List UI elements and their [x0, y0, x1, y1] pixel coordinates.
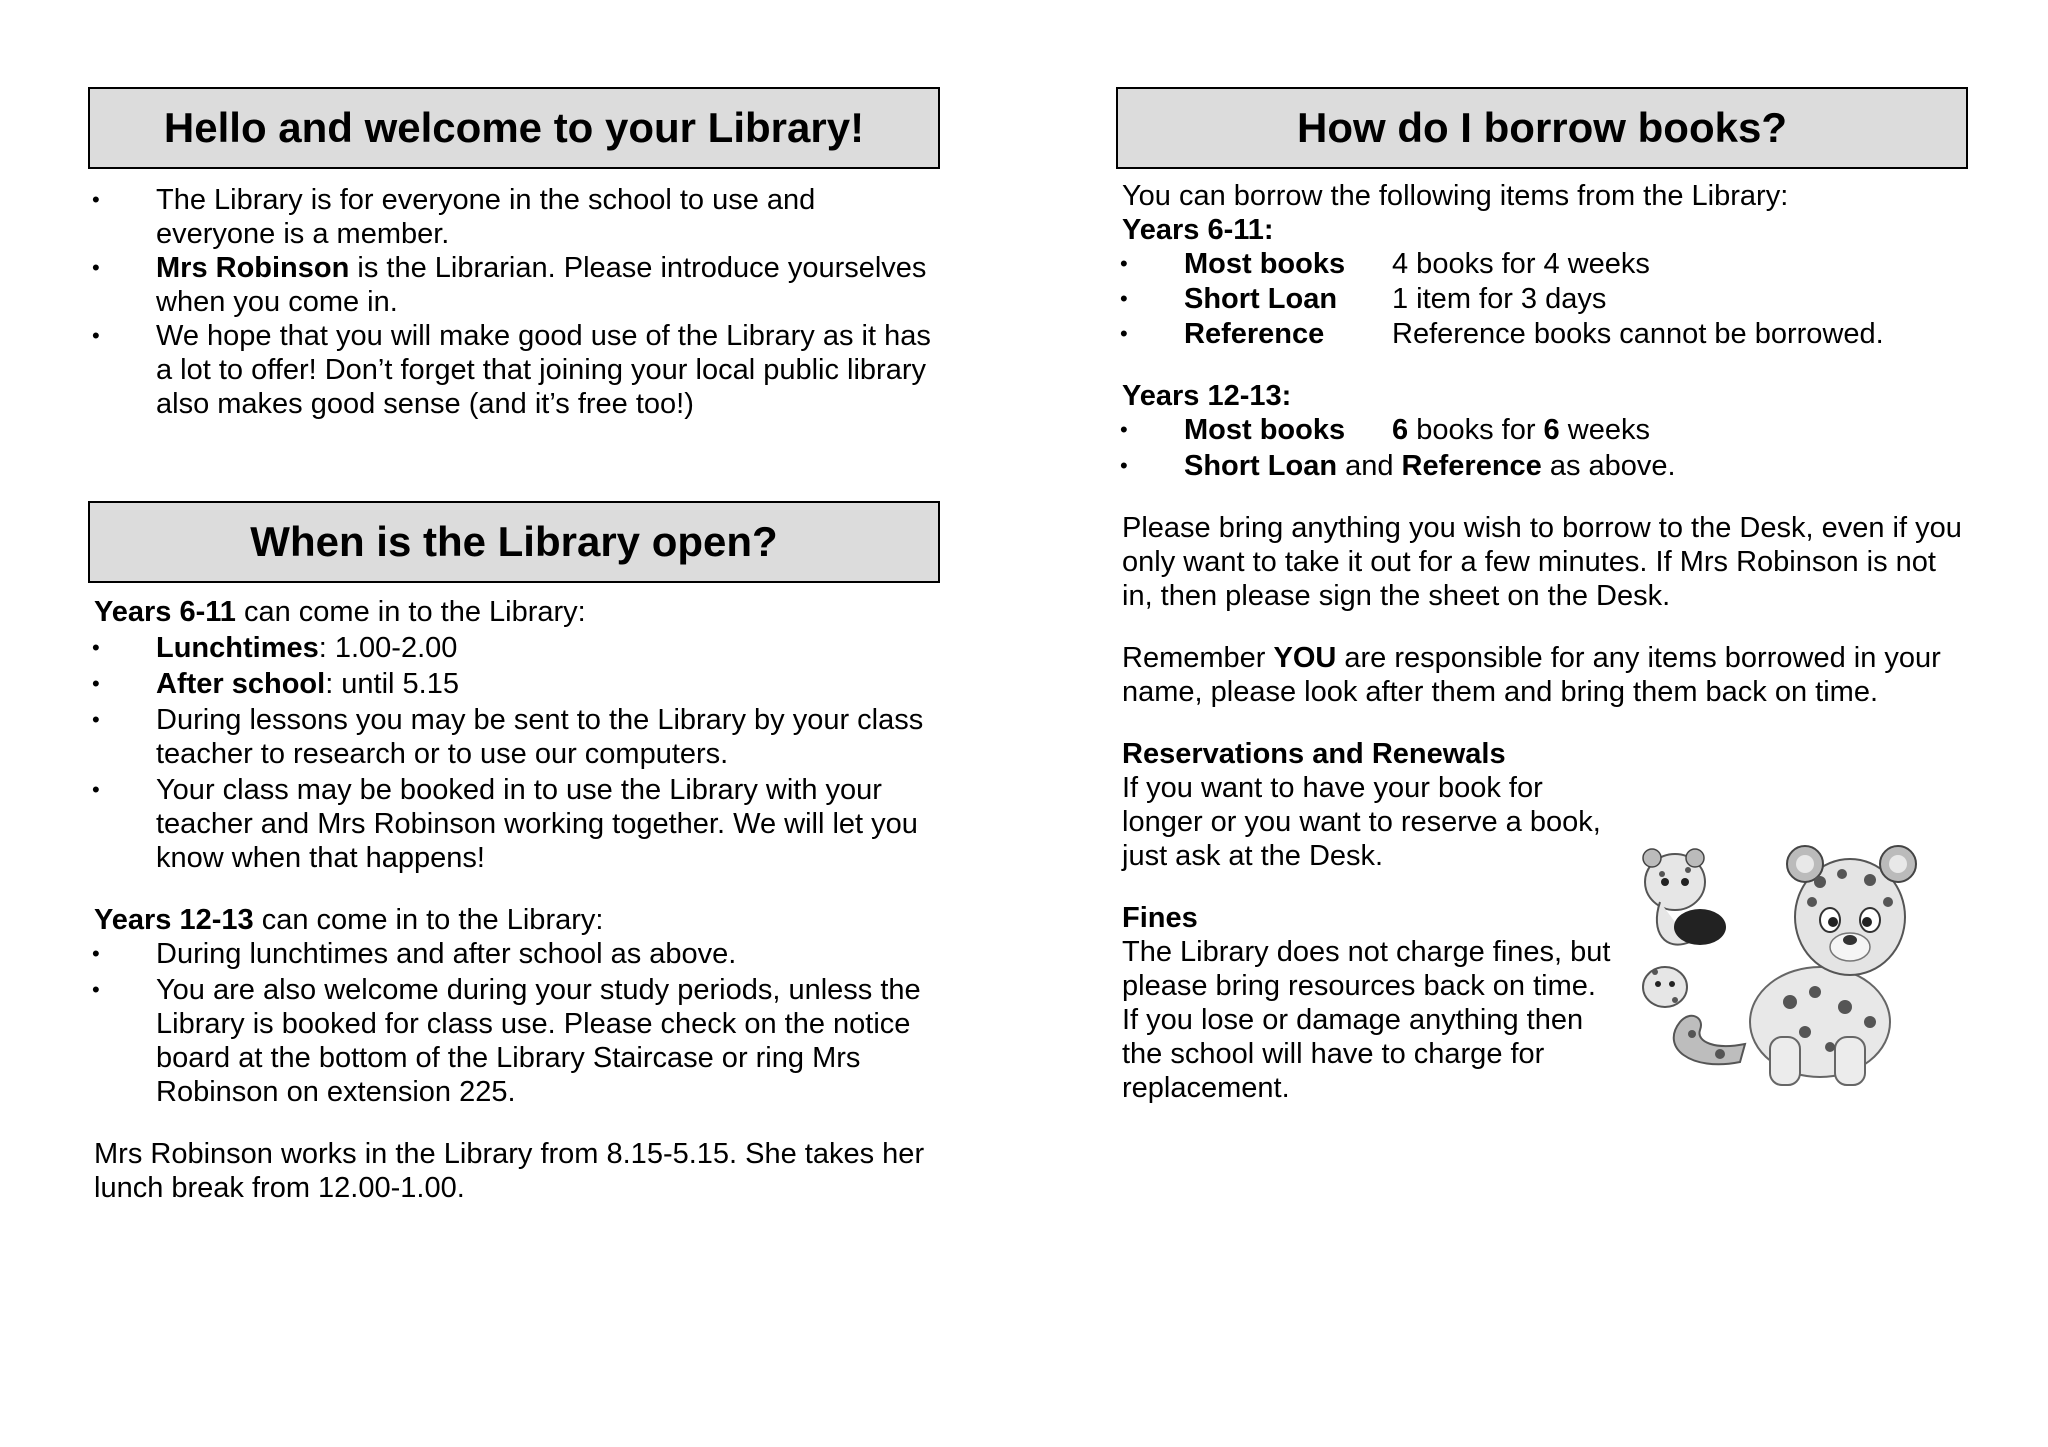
- bullet-icon: •: [1120, 321, 1128, 346]
- fines-line: If you lose or damage anything then: [1122, 1004, 1584, 1036]
- bullet-icon: •: [92, 187, 100, 212]
- borrow-title: How do I borrow books?: [1297, 104, 1787, 151]
- bullet-icon: •: [1120, 417, 1128, 442]
- borrow-group1-heading: Years 6-11:: [1122, 214, 1274, 246]
- fines-line: The Library does not charge fines, but: [1122, 936, 1611, 968]
- left-column: [88, 87, 940, 1205]
- list-item: • Short Loan 1 item for 3 days: [1120, 283, 1607, 315]
- open-heading-box: [88, 501, 940, 583]
- open-title: When is the Library open?: [250, 518, 778, 565]
- welcome-heading-box: [88, 87, 940, 169]
- reservations-line: If you want to have your book for: [1122, 772, 1543, 804]
- reservations-line: just ask at the Desk.: [1122, 840, 1384, 872]
- open-group1-list: [88, 631, 940, 875]
- list-item: • Short Loan and Reference as above.: [1120, 450, 1676, 482]
- bullet-icon: •: [92, 707, 100, 732]
- list-item: • During lunchtimes and after school as above.: [92, 938, 737, 970]
- open-group2-list: [88, 937, 940, 1109]
- list-item: • We hope that you will make good use of the Library as it has a lot to offer! Don’t forget that joining your local public library also makes good sense (and it’s free too!): [92, 320, 931, 420]
- desk-paragraph: Please bring anything you wish to borrow to the Desk, even if you only want to take it out for a few minutes. If Mrs Robinson is not in, then please sign the sheet on the Desk.: [1122, 512, 1962, 612]
- remember-paragraph: Remember YOU are responsible for any items borrowed in your name, please look after them and bring them back on time.: [1122, 642, 1941, 708]
- bullet-icon: •: [1120, 251, 1128, 276]
- borrow-group2-list: [1116, 413, 1968, 483]
- bullet-icon: •: [92, 777, 100, 802]
- fines-line: the school will have to charge for: [1122, 1038, 1545, 1070]
- list-item: • Reference Reference books cannot be borrowed.: [1120, 318, 1884, 350]
- bullet-icon: •: [92, 671, 100, 696]
- welcome-list: [88, 183, 940, 421]
- bullet-icon: •: [92, 635, 100, 660]
- borrow-group2-heading: Years 12-13:: [1122, 380, 1292, 412]
- bullet-icon: •: [1120, 286, 1128, 311]
- list-item: • The Library is for everyone in the school to use and everyone is a member.: [92, 184, 816, 250]
- list-item: • Your class may be booked in to use the Library with your teacher and Mrs Robinson working together. We will let you know when that happens!: [92, 774, 918, 874]
- open-group2-intro: Years 12-13 can come in to the Library:: [94, 904, 604, 936]
- bullet-icon: •: [92, 941, 100, 966]
- borrow-heading-box: [1116, 87, 1968, 169]
- bullet-icon: •: [92, 323, 100, 348]
- borrow-intro: You can borrow the following items from the Library:: [1122, 180, 1789, 212]
- reservations-line: longer or you want to reserve a book,: [1122, 806, 1601, 838]
- bullet-icon: •: [92, 255, 100, 280]
- bullet-icon: •: [1120, 453, 1128, 478]
- bullet-icon: •: [92, 977, 100, 1002]
- list-item: • After school: until 5.15: [92, 668, 460, 700]
- fines-line: replacement.: [1122, 1072, 1290, 1104]
- fines-line: please bring resources back on time.: [1122, 970, 1596, 1002]
- list-item: • Lunchtimes: 1.00-2.00: [92, 632, 458, 664]
- snow-leopard-illustration: [1620, 822, 1940, 1092]
- reservations-heading: Reservations and Renewals: [1122, 738, 1506, 770]
- borrow-group1-list: [1116, 247, 1968, 351]
- list-item: • During lessons you may be sent to the Library by your class teacher to research or to use our computers.: [92, 704, 924, 770]
- open-note: Mrs Robinson works in the Library from 8.15-5.15. She takes her lunch break from 12.00-1.00.: [94, 1138, 925, 1204]
- open-group1-intro: Years 6-11 can come in to the Library:: [94, 596, 586, 628]
- list-item: • Mrs Robinson is the Librarian. Please introduce yourselves when you come in.: [92, 252, 927, 318]
- list-item: • Most books 6 books for 6 weeks: [1120, 414, 1650, 446]
- list-item: • You are also welcome during your study periods, unless the Library is booked for class use. Please check on the notice board at the bottom of the Library Staircase or ring Mrs Robinson on extension 225.: [92, 974, 921, 1108]
- fines-heading: Fines: [1122, 902, 1198, 934]
- welcome-title: Hello and welcome to your Library!: [163, 104, 865, 151]
- list-item: • Most books 4 books for 4 weeks: [1120, 248, 1650, 280]
